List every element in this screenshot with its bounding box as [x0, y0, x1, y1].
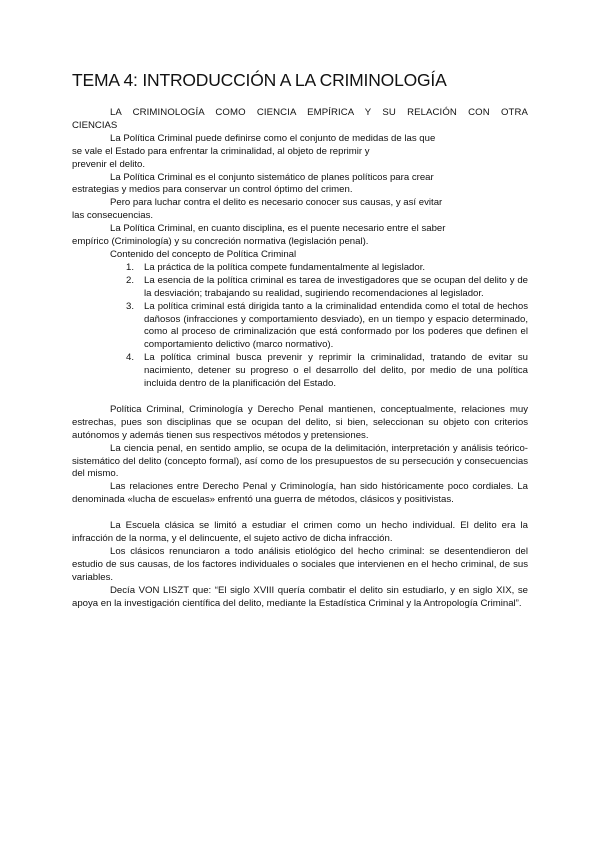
section-subtitle-continued: CIENCIAS [72, 119, 118, 131]
final-paragraph: Decía VON LISZT que: “El siglo XVIII quería combatir el delito sin estudiarlo, y en siglo XIX, se apoya en la investigación científica del delito, mediante la Estadística Criminal y la Antropología Criminal”. [72, 584, 528, 609]
list-item [72, 301, 528, 353]
intro-line: prevenir el delito. [72, 158, 146, 170]
intro-line: La Política Criminal puede definirse como el conjunto de medidas de las que [110, 132, 436, 144]
paragraph-gap [72, 507, 528, 520]
list-item [72, 262, 528, 275]
intro-line: empírico (Criminología) y su concreción normativa (legislación penal). [72, 236, 369, 248]
intro-line: se vale el Estado para enfrentar la criminalidad, al objeto de reprimir y [72, 145, 370, 157]
final-paragraph: La Escuela clásica se limitó a estudiar el crimen como un hecho individual. El delito era la infracción de la norma, y el delincuente, el sujeto activo de dicha infracción. [72, 520, 528, 545]
list-item [72, 352, 528, 391]
list-text: La práctica de la política compete fundamentalmente al legislador. [144, 261, 426, 273]
list-text: La esencia de la política criminal es tarea de investigadores que se ocupan del delito y de la desviación; trabajando su realidad, sugiriendo recomendaciones al legislador. [144, 274, 528, 299]
intro-line: La Política Criminal, en cuanto disciplina, es el puente necesario entre el saber [110, 223, 446, 235]
contenido-heading: Contenido del concepto de Política Criminal [110, 248, 297, 260]
list-text: La política criminal busca prevenir y reprimir la criminalidad, tratando de evitar su nacimiento, detener su progreso o el desarrollo del delito, por medio de una política incluida dentro de la planificación del Estado. [144, 352, 528, 390]
list-number: 3. [126, 300, 135, 312]
numbered-list [72, 262, 528, 391]
section-subtitle: LA CRIMINOLOGÍA COMO CIENCIA EMPÍRICA Y SU RELACIÓN CON OTRA [110, 107, 528, 118]
document-page [72, 70, 528, 611]
body-paragraph: Política Criminal, Criminología y Derecho Penal mantienen, conceptualmente, relaciones muy estrechas, pues son disciplinas que se ocupan del delito, si bien, seleccionan su objeto con criterios autónomos y además tienen sus respectivos métodos y pretensiones. [72, 403, 528, 441]
list-number: 2. [126, 274, 135, 286]
intro-line: las consecuencias. [72, 210, 154, 222]
list-number: 4. [126, 352, 135, 364]
list-item [72, 275, 528, 301]
final-paragraph: Los clásicos renunciaron a todo análisis etiológico del hecho criminal: se desentendieron del estudio de sus causas, de los factores individuales o sociales que intervienen en el hecho criminal, de sus variables. [72, 546, 528, 583]
body-paragraph: Las relaciones entre Derecho Penal y Criminología, han sido históricamente poco cordiales. La denominada «lucha de escuelas» enfrentó una guerra de métodos, clásicos y positivistas. [72, 481, 528, 506]
list-number: 1. [126, 261, 135, 273]
page-title: TEMA 4: INTRODUCCIÓN A LA CRIMINOLOGÍA [72, 70, 447, 90]
intro-line: La Política Criminal es el conjunto sistemático de planes políticos para crear [110, 171, 434, 183]
paragraph-gap [72, 391, 528, 404]
body-paragraph: La ciencia penal, en sentido amplio, se ocupa de la delimitación, interpretación y análisis teórico-sistemático del delito (concepto formal), así como de los presupuestos de su persecución y consecuencias del mismo. [72, 442, 528, 480]
intro-line: Pero para luchar contra el delito es necesario conocer sus causas, y así evitar [110, 197, 443, 209]
intro-line: estrategias y medios para conservar un control óptimo del crimen. [72, 184, 353, 196]
list-text: La política criminal está dirigida tanto a la criminalidad entendida como el total de hechos dañosos (infracciones y comportamiento desviado), en un tiempo y espacio determinado, como al proceso de criminalización que está conformado por los poderes que definen el comportamiento delictivo (marco normativo). [144, 300, 528, 351]
